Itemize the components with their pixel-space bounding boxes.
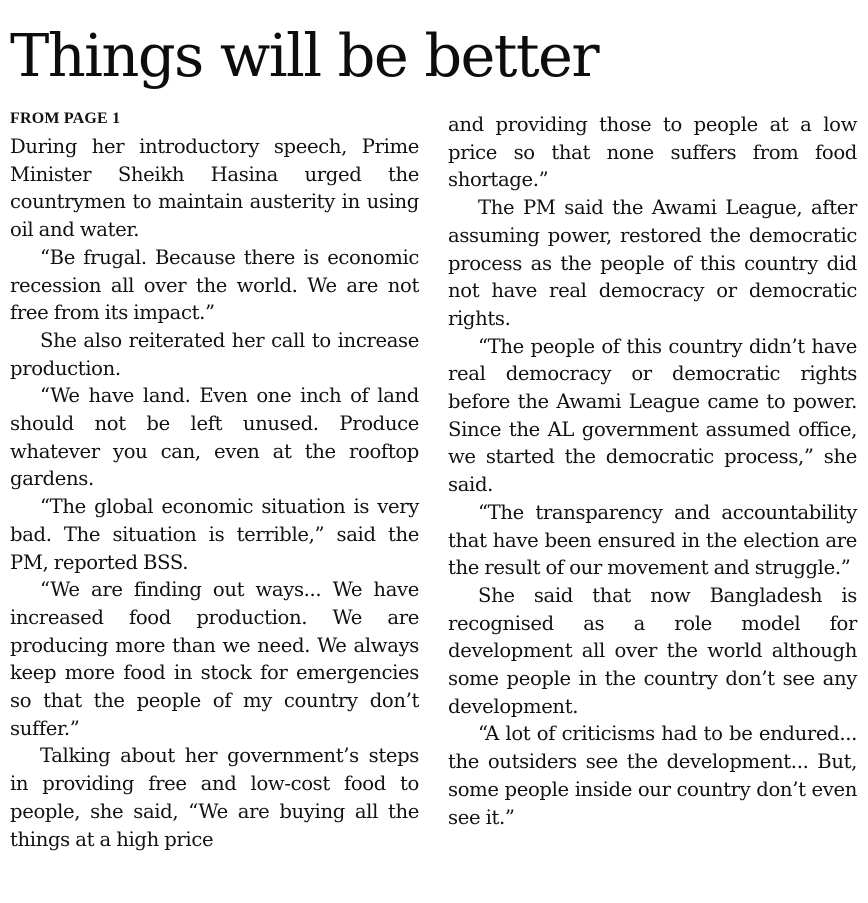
- article-column-right: [448, 111, 857, 831]
- article-column-left: [10, 108, 419, 853]
- paragraph: “We are finding out ways... We have increased food production. We are producing more than we need. We always keep more food in stock for emergencies so that the people of my country don’t suffer.”: [10, 578, 419, 740]
- paragraph: She said that now Bangladesh is recognised as a role model for development all over the world although some people in the country don’t see any development.: [448, 583, 857, 718]
- paragraph: She also reiterated her call to increase production.: [10, 328, 419, 380]
- paragraph-continued: and providing those to people at a low price so that none suffers from food shortage.”: [448, 113, 857, 192]
- paragraph: During her introductory speech, Prime Minister Sheikh Hasina urged the countrymen to maintain austerity in using oil and water.: [10, 135, 419, 242]
- paragraph: “A lot of criticisms had to be endured... the outsiders see the development... But, some people inside our country don’t even see it.”: [448, 722, 857, 829]
- paragraph: “The people of this country didn’t have real democracy or democratic rights before the Awami League came to power. Since the AL government assumed office, we started the democratic process,” she said.: [448, 334, 857, 497]
- paragraph: “The transparency and accountability that have been ensured in the election are the result of our movement and struggle.”: [448, 500, 857, 580]
- paragraph: “We have land. Even one inch of land should not be left unused. Produce whatever you can, even at the rooftop gardens.: [10, 384, 419, 491]
- paragraph: “Be frugal. Because there is economic recession all over the world. We are not free from its impact.”: [10, 245, 419, 325]
- headline: Things will be better: [10, 21, 598, 90]
- jump-kicker: FROM PAGE 1: [10, 110, 121, 127]
- paragraph: The PM said the Awami League, after assuming power, restored the democratic process as the people of this country did not have real democracy or democratic rights.: [448, 196, 857, 330]
- paragraph: “The global economic situation is very bad. The situation is terrible,” said the PM, reported BSS.: [10, 495, 419, 574]
- paragraph: Talking about her government’s steps in providing free and low-cost food to people, she said, “We are buying all the things at a high price: [10, 744, 419, 851]
